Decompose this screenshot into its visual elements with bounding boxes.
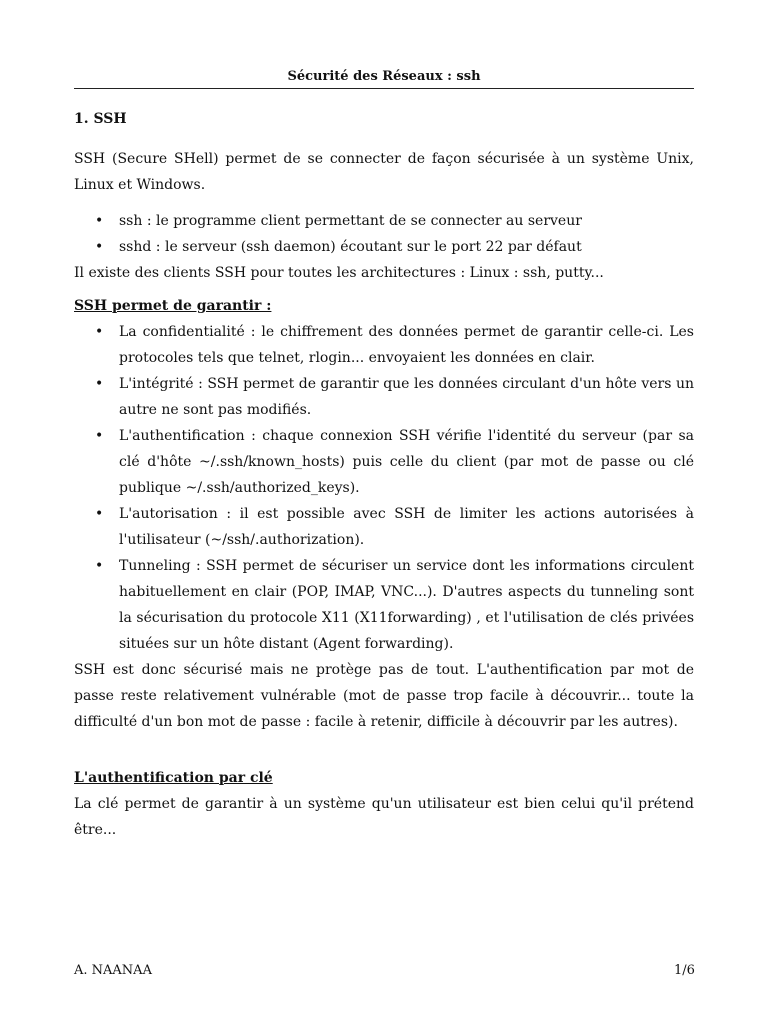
clients-paragraph: Il existe des clients SSH pour toutes les architectures : Linux : ssh, putty...	[74, 265, 604, 281]
list-item-text: sshd : le serveur (ssh daemon) écoutant sur le port 22 par défaut	[119, 239, 582, 255]
header-divider	[74, 88, 694, 89]
list-item-text: Tunneling : SSH permet de sécuriser un service dont les informations circulent habituellement en clair (POP, IMAP, VNC...). D'autres aspects du tunneling sont la sécurisation du protocole X11 (X11forwarding) , et l'utilisation de clés privées situées sur un hôte distant (Agent forwarding).	[119, 558, 694, 652]
bullet-icon: •	[95, 558, 104, 574]
list-item	[74, 371, 694, 423]
list-item-text: La confidentialité : le chiffrement des données permet de garantir celle-ci. Les protocoles tels que telnet, rlogin... envoyaient les données en clair.	[119, 324, 694, 366]
page-header-title: Sécurité des Réseaux : ssh	[287, 69, 481, 84]
guarantees-list	[74, 319, 694, 657]
list-item-text: ssh : le programme client permettant de se connecter au serveur	[119, 213, 582, 229]
bullet-icon: •	[95, 324, 104, 340]
bullet-icon: •	[95, 376, 104, 392]
list-item	[74, 208, 694, 234]
list-item	[74, 319, 694, 371]
section-heading-ssh: 1. SSH	[74, 111, 127, 127]
footer-page-number: 1/6	[674, 963, 695, 978]
conclusion-paragraph: SSH est donc sécurisé mais ne protège pas de tout. L'authentification par mot de passe reste relativement vulnérable (mot de passe trop facile à découvrir... toute la difficulté d'un bon mot de passe : facile à retenir, difficile à découvrir par les autres).	[74, 662, 694, 730]
programs-list	[74, 208, 694, 260]
list-item	[74, 553, 694, 657]
bullet-icon: •	[95, 239, 104, 255]
list-item	[74, 234, 694, 260]
bullet-icon: •	[95, 428, 104, 444]
bullet-icon: •	[95, 213, 104, 229]
ssh-intro-paragraph: SSH (Secure SHell) permet de se connecter de façon sécurisée à un système Unix, Linux et Windows.	[74, 151, 694, 193]
list-item-text: L'intégrité : SSH permet de garantir que les données circulant d'un hôte vers un autre ne sont pas modifiés.	[119, 376, 694, 418]
list-item	[74, 501, 694, 553]
footer-author: A. NAANAA	[74, 963, 152, 978]
document-body	[74, 106, 694, 843]
key-auth-heading: L'authentification par clé	[74, 770, 273, 786]
guarantees-heading: SSH permet de garantir :	[74, 298, 272, 314]
bullet-icon: •	[95, 506, 104, 522]
list-item	[74, 423, 694, 501]
list-item-text: L'autorisation : il est possible avec SSH de limiter les actions autorisées à l'utilisateur (~/ssh/.authorization).	[119, 506, 694, 548]
key-auth-paragraph: La clé permet de garantir à un système qu'un utilisateur est bien celui qu'il prétend être...	[74, 796, 694, 838]
list-item-text: L'authentification : chaque connexion SSH vérifie l'identité du serveur (par sa clé d'hôte ~/.ssh/known_hosts) puis celle du client (par mot de passe ou clé publique ~/.ssh/authorized_keys).	[119, 428, 694, 496]
